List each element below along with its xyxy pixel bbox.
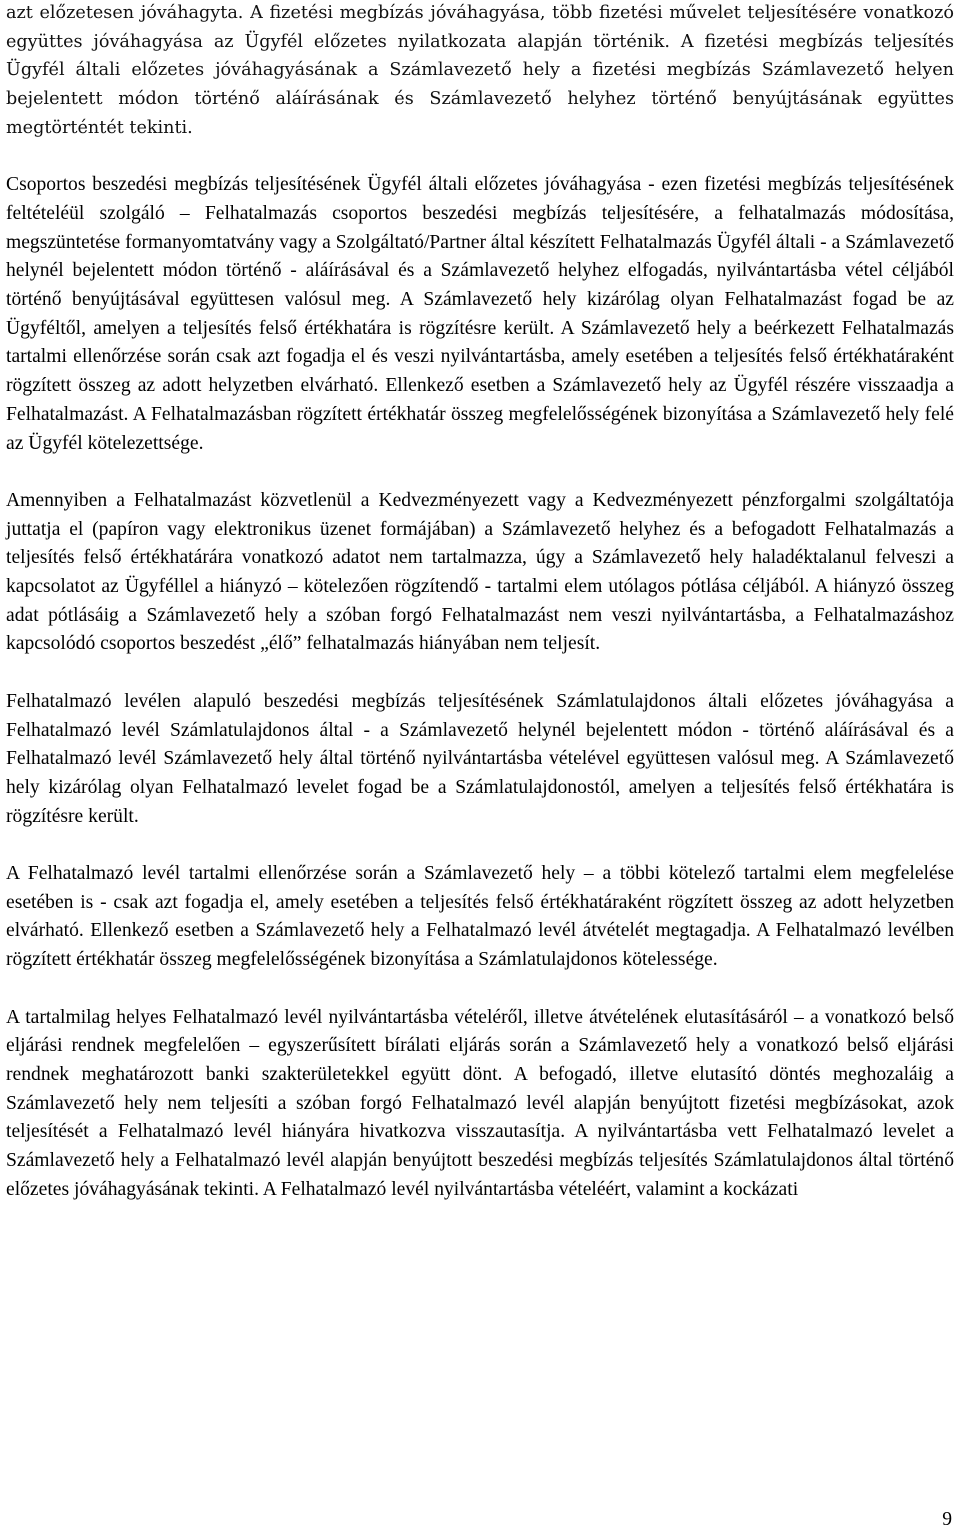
page-number: 9	[942, 1509, 952, 1530]
paragraph-continuation: azt előzetesen jóváhagyta. A fizetési megbízás jóváhagyása, több fizetési művelet teljesítésére vonatkozó együttes jóváhagyása az Ügyfél előzetes nyilatkozata alapján történik. A fizetési megbízás teljesítés Ügyfél általi előzetes jóváhagyásának a Számlavezető hely a fizetési megbízás Számlavezető helyen bejelentett módon történő aláírásának és Számlavezető helyhez történő benyújtásának együttes megtörténtét tekinti.	[6, 3, 954, 138]
document-body	[6, 0, 954, 1204]
paragraph-authorization-letter-check: A Felhatalmazó levél tartalmi ellenőrzése során a Számlavezető hely – a többi kötelező tartalmi elem megfelelése esetében is - csak azt fogadja el, amely esetében a teljesítés felső értékhatáraként rögzített összeg az adott helyzetben elvárható. Ellenkező esetben a Számlavezető hely a Felhatalmazó levél átvételét megtagadja. A Felhatalmazó levélben rögzített értékhatár összeg megfelelősségének bizonyítása a Számlatulajdonos kötelessége.	[6, 863, 954, 971]
paragraph-direct-authorization: Amennyiben a Felhatalmazást közvetlenül a Kedvezményezett vagy a Kedvezményezett pénzforgalmi szolgáltatója juttatja el (papíron vagy elektronikus üzenet formájában) a Számlavezető helyhez és a befogadott Felhatalmazás a teljesítés felső értékhatárára vonatkozó adatot nem tartalmazza, úgy a Számlavezető hely haladéktalanul felveszi a kapcsolatot az Ügyféllel a hiányzó – kötelezően rögzítendő - tartalmi elem utólagos pótlása céljából. A hiányzó összeg adat pótlásáig a Számlavezető hely a szóban forgó Felhatalmazást nem veszi nyilvántartásba, a Felhatalmazáshoz kapcsolódó csoportos beszedést „élő” felhatalmazás hiányában nem teljesít.	[6, 489, 954, 655]
paragraph-registration-decision: A tartalmilag helyes Felhatalmazó levél nyilvántartásba vételéről, illetve átvételének elutasításáról – a vonatkozó belső eljárási rendnek megfelelően – egyszerűsített bírálati eljárás során a Számlavezető hely a vonatkozó belső eljárási rendnek meghatározott banki szakterületekkel együtt dönt. A befogadó, illetve elutasító döntés meghozaláig a Számlavezető hely nem teljesíti a szóban forgó Felhatalmazó levél alapján benyújtott fizetési megbízásokat, azok teljesítését a Felhatalmazó levél hiányára hivatkozva visszautasítja. A nyilvántartásba vett Felhatalmazó levelet a Számlavezető hely a Felhatalmazó levél alapján benyújtott beszedési megbízás teljesítés Számlatulajdonos által történő előzetes jóváhagyásának tekinti. A Felhatalmazó levél nyilvántartásba vételéért, valamint a kockázati	[6, 1006, 954, 1200]
paragraph-group-collection-approval: Csoportos beszedési megbízás teljesítésének Ügyfél általi előzetes jóváhagyása - ezen fizetési megbízás teljesítésének feltételéül szolgáló – Felhatalmazás csoportos beszedési megbízás teljesítésére, a felhatalmazás módosítása, megszüntetése formanyomtatvány vagy a Szolgáltató/Partner által készített Felhatalmazás Ügyfél általi - a Számlavezető helynél bejelentett módon történő - aláírásával és a Számlavezető helyhez elfogadás, nyilvántartásba vétel céljából történő benyújtásával együttesen valósul meg. A Számlavezető hely kizárólag olyan Felhatalmazást fogad be az Ügyféltől, amelyen a teljesítés felső értékhatára is rögzítésre került. A Számlavezető hely a beérkezett Felhatalmazás tartalmi ellenőrzése során csak azt fogadja el és veszi nyilvántartásba, amely esetében a teljesítés felső értékhatáraként rögzített összeg az adott helyzetben elvárható. Ellenkező esetben a Számlavezető hely az Ügyfél részére visszaadja a Felhatalmazást. A Felhatalmazásban rögzített értékhatár összeg megfelelősségének bizonyítása a Számlavezető hely felé az Ügyfél kötelezettsége.	[6, 174, 954, 454]
paragraph-authorization-letter-approval: Felhatalmazó levélen alapuló beszedési megbízás teljesítésének Számlatulajdonos általi előzetes jóváhagyása a Felhatalmazó levél Számlatulajdonos által - a Számlavezető helynél bejelentett módon - történő aláírásával és a Felhatalmazó levél Számlavezető hely által történő nyilvántartásba vételével együttesen valósul meg. A Számlavezető hely kizárólag olyan Felhatalmazó levelet fogad be a Számlatulajdonostól, amelyen a teljesítés felső értékhatára is rögzítésre került.	[6, 690, 954, 827]
